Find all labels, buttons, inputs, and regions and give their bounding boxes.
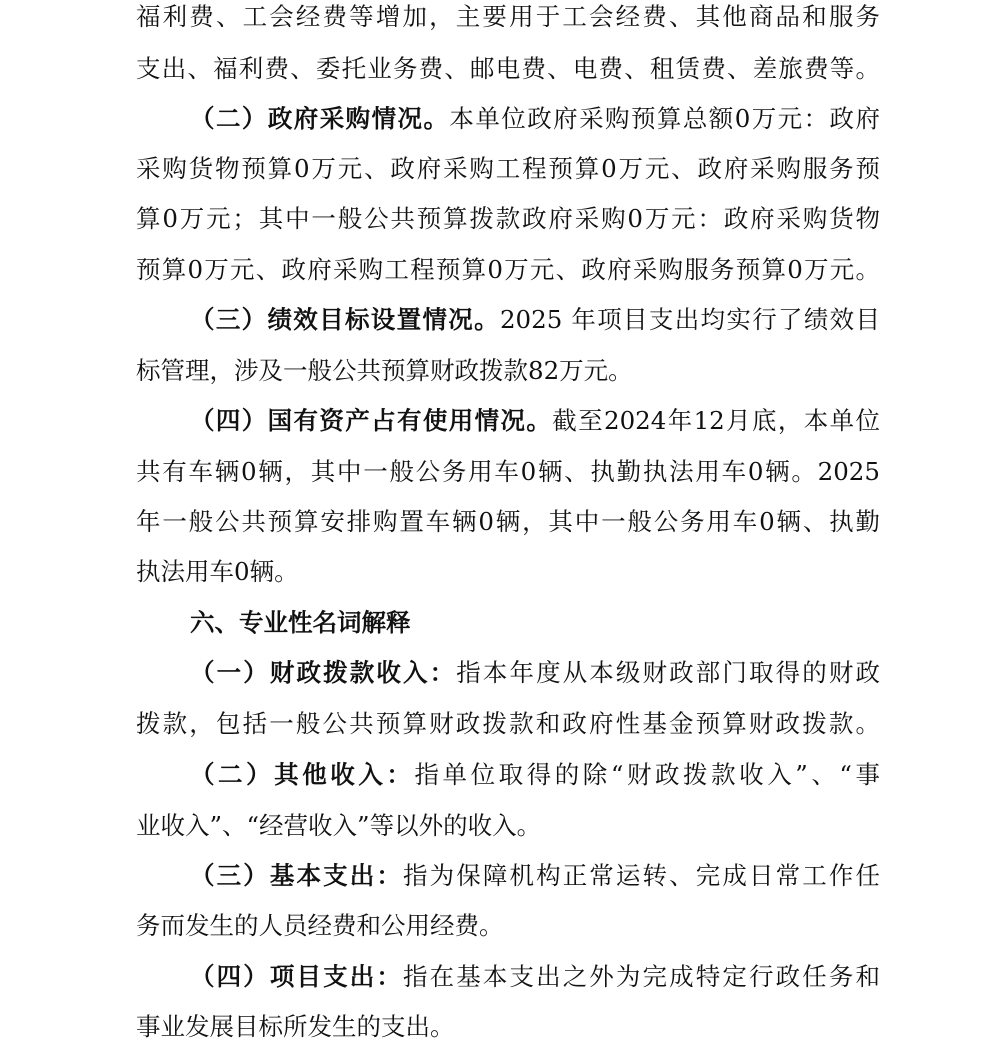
term-heading: （一）财政拨款收入： [190,658,457,687]
chapter-heading [190,608,880,638]
paragraph-line [136,154,880,184]
text-run: 福利费、工会经费等增加，主要用于工会经费、其他商品和服务 [136,2,880,31]
paragraph-line [136,709,880,739]
text-run: 本单位政府采购预算总额0万元：政府 [449,104,880,133]
paragraph-line [136,356,880,386]
paragraph-line [190,760,880,790]
text-run: 2025 年项目支出均实行了绩效目 [499,305,881,334]
text-run: 拨款，包括一般公共预算财政拨款和政府性基金预算财政拨款。 [136,709,880,738]
text-run: 业收入”、“经营收入”等以外的收入。 [136,811,542,840]
paragraph-line [190,962,880,992]
paragraph-line [136,507,880,537]
paragraph-line [190,305,880,335]
text-run: 采购货物预算0万元、政府采购工程预算0万元、政府采购服务预 [136,154,880,183]
text-run: 支出、福利费、委托业务费、邮电费、电费、租赁费、差旅费等。 [136,54,880,83]
paragraph-line [136,255,880,285]
paragraph-line [190,406,880,436]
text-run: 预算0万元、政府采购工程预算0万元、政府采购服务预算0万元。 [136,255,880,284]
text-run: 执法用车0辆。 [136,557,299,586]
text-run: 指为保障机构正常运转、完成日常工作任 [402,861,881,890]
text-run: 指本年度从本级财政部门取得的财政 [456,658,881,687]
paragraph-line [136,911,880,941]
paragraph-line [136,811,880,841]
paragraph-line [136,457,880,487]
text-run: 务而发生的人员经费和公用经费。 [136,911,504,940]
paragraph-line [190,861,880,891]
section-heading: （三）绩效目标设置情况。 [190,305,500,334]
text-run: 指在基本支出之外为完成特定行政任务和 [402,962,881,991]
term-heading: （三）基本支出： [190,861,403,890]
paragraph-line [136,2,880,32]
paragraph-line [136,557,880,587]
paragraph-line [136,204,880,234]
paragraph-line [190,104,880,134]
text-run: 算0万元；其中一般公共预算拨款政府采购0万元：政府采购货物 [136,204,880,233]
paragraph-line [136,54,880,84]
text-run: 事业发展目标所发生的支出。 [136,1012,455,1041]
text-run: 共有车辆0辆，其中一般公务用车0辆、执勤执法用车0辆。2025 [136,457,880,486]
text-run: 标管理，涉及一般公共预算财政拨款82万元。 [136,356,633,385]
chapter-heading-text: 六、专业性名词解释 [190,608,411,637]
text-run: 年一般公共预算安排购置车辆0辆，其中一般公务用车0辆、执勤 [136,507,880,536]
text-run: 截至2024年12月底，本单位 [552,406,880,435]
term-heading: （四）项目支出： [190,962,403,991]
paragraph-line [190,658,880,688]
term-heading: （二）其他收入： [190,760,415,789]
paragraph-line [136,1012,880,1042]
text-run: 指单位取得的除“财政拨款收入”、“事 [414,760,881,789]
section-heading: （二）政府采购情况。 [190,104,450,133]
section-heading: （四）国有资产占有使用情况。 [190,406,553,435]
